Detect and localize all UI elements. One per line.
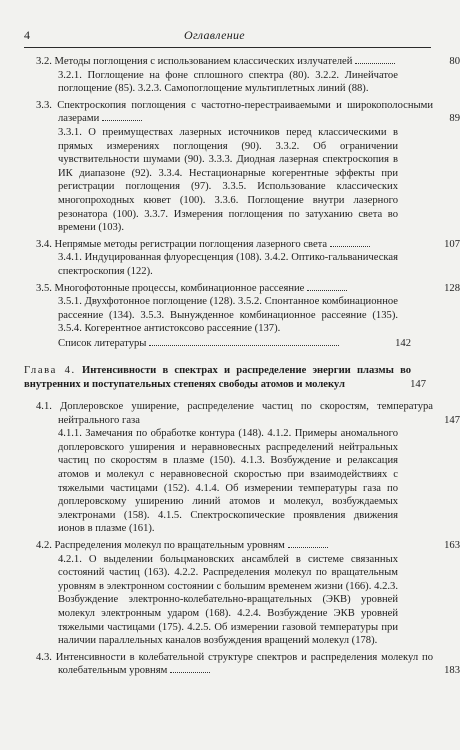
toc-entry-4-2[interactable] [36, 539, 460, 553]
entry-page: 183 [444, 665, 460, 677]
toc-entry-4-3[interactable] [36, 651, 460, 678]
toc-entry-bibliography[interactable] [58, 337, 411, 351]
entry-page: 80 [449, 56, 460, 67]
dot-leader [288, 539, 328, 548]
dot-leader [307, 282, 347, 291]
toc-subentries-3-4: 3.4.1. Индуцированная флуоресценция (108). 3.4.2. Оптико-гальваническая спектроскопия (122). [58, 252, 398, 277]
toc-subentries-3-3: 3.3.1. О преимуществах лазерных источников перед классическими в прямых измерениях поглощения (90). 3.3.2. Об ограничении чувствительности шумами (90). 3.3.3. Диодная лазерная спектроскопия в ИК диапазоне (92). 3.3.4. Нестационарные когерентные эффекты при регистрации поглощения (97). 3.3.5. Использование классических многопроходных кювет (100). 3.3.6. Поглощение внутри лазерного резонатора (100). 3.3.7. Измерения поглощения по затуханию света во времени (103). [58, 126, 398, 234]
dot-leader [149, 337, 339, 346]
entry-title: 4.1. Доплеровское уширение, распределение частиц по скоростям, температура нейтрального газа [36, 401, 433, 426]
table-of-contents [0, 52, 460, 678]
toc-subentries-4-1: 4.1.1. Замечания по обработке контура (148). 4.1.2. Примеры аномального доплеровского уширения и неравновесных распределений нейтральных частиц по скоростям в плазме (150). 4.1.3. Возбуждение и релаксация атомов и молекул с неравновесной скоростью при взаимодействиях с тяжелыми частицами (152). 4.1.4. Об измерении температуры газа по доплеровскому уширению линий атомов и молекул, возбуждаемых электронами (158). 4.1.5. Спектроскопические проявления движения ионов в плазме (161). [58, 428, 398, 535]
toc-entry-4-1[interactable] [36, 400, 460, 427]
dot-leader [170, 664, 210, 673]
entry-title: 3.4. Непрямые методы регистрации поглощения лазерного света [36, 238, 328, 250]
entry-page: 107 [444, 238, 460, 250]
entry-title: 3.5. Многофотонные процессы, комбинационное рассеяние [36, 282, 305, 294]
entry-title: Список литературы [58, 337, 147, 349]
dot-leader [102, 112, 142, 121]
running-title: Оглавление [184, 28, 245, 42]
toc-chapter-4[interactable] [24, 364, 426, 392]
entry-title: 3.2. Методы поглощения с использованием классических излучателей [36, 56, 353, 67]
chapter-page: 147 [410, 379, 426, 391]
entry-title: 4.3. Интенсивности в колебательной структуре спектров и распределения молекул по колебательным уровням [36, 651, 433, 677]
dot-leader [330, 238, 370, 247]
entry-title: 3.3. Спектроскопия поглощения с частотно-перестраиваемыми и широкополосными лазерами [36, 99, 433, 125]
toc-subentries-4-2: 4.2.1. О выделении больцмановских ансамблей в системе связанных состояний частиц (163). 4.2.2. Распределения молекул по вращательным уровням в электронном состоянии с большим временем жизни (166). 4.2.3. Возбуждение электронно-колебательно-вращательных (ЭКВ) уровней молекул электронным ударом (168). 4.2.4. Возбуждение ЭКВ уровней тяжелыми частицами (175). 4.2.5. Об измерении газовой температуры при наличии параллельных каналов возбуждения вращений молекул (178). [58, 553, 398, 647]
entry-page: 142 [395, 337, 411, 349]
toc-subentries-3-2: 3.2.1. Поглощение на фоне сплошного спектра (80). 3.2.2. Линейчатое поглощение (85). 3.2.3. Самопоглощение мультиплетных линий (88). [58, 69, 398, 95]
entry-page: 128 [444, 282, 460, 294]
entry-page: 163 [444, 540, 460, 551]
header-rule [24, 47, 431, 48]
page-header [24, 28, 431, 44]
entry-title: 4.2. Распределения молекул по вращательным уровням [36, 540, 285, 551]
toc-subentries-3-5: 3.5.1. Двухфотонное поглощение (128). 3.5.2. Спонтанное комбинационное рассеяние (134). 3.5.3. Вынужденное комбинационное рассеяние (135). 3.5.4. Когерентное антистоксово рассеяние (137). [58, 296, 398, 335]
entry-page: 89 [449, 113, 460, 125]
chapter-title: Интенсивности в спектрах и распределение энергии плазмы во внутренних и поступательных степенях свободы атомов и молекул [24, 365, 412, 391]
toc-entry-3-5[interactable] [36, 282, 460, 296]
page-number: 4 [24, 28, 30, 42]
toc-entry-3-4[interactable] [36, 238, 460, 252]
dot-leader [355, 55, 395, 64]
entry-page: 147 [444, 414, 460, 426]
toc-entry-3-3[interactable] [36, 99, 460, 126]
toc-entry-3-2[interactable] [36, 55, 460, 69]
chapter-label: Глава 4. [24, 365, 76, 377]
